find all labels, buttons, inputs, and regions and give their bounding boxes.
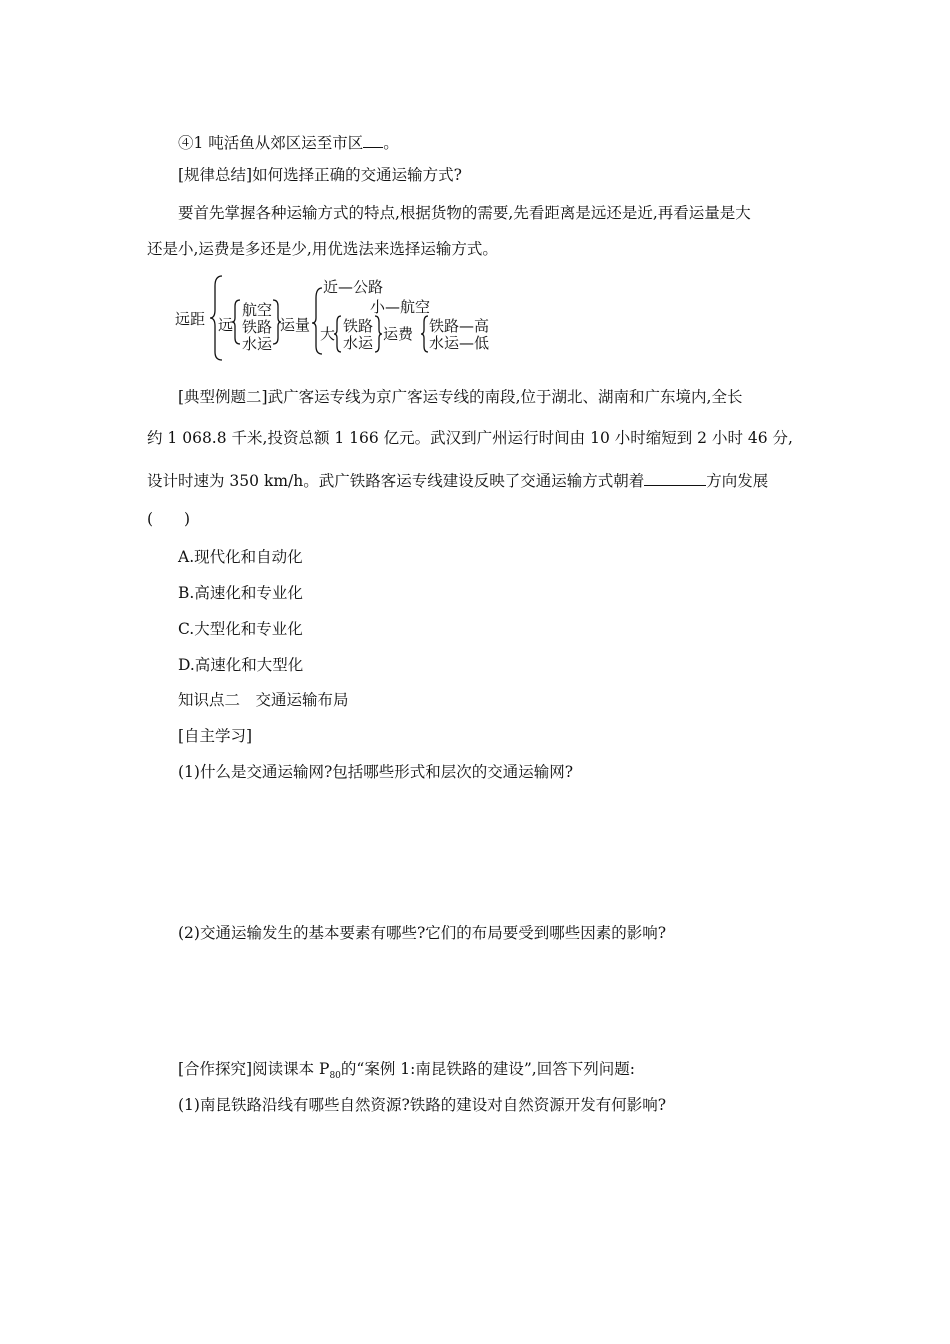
study-question-1: (1)什么是交通运输网?包括哪些形式和层次的交通运输网? (178, 763, 574, 781)
question-4-text: ④1 吨活鱼从郊区运至市区 (178, 134, 364, 152)
rule-summary (178, 165, 462, 185)
big-item-1: 铁路 (343, 317, 374, 335)
label-cost: 运费 (383, 325, 414, 343)
label-big: 大 (320, 325, 336, 343)
far-item-3: 水运 (242, 335, 273, 353)
example-line-3 (147, 469, 768, 491)
self-study-heading: [自主学习] (178, 727, 253, 745)
coop-text-b: 的“案例 1:南昆铁路的建设”,回答下列问题: (340, 1060, 635, 1078)
page-number-subscript: 80 (329, 1071, 341, 1081)
option-a[interactable]: A.现代化和自动化 (178, 548, 303, 566)
label-distance: 远距 (175, 310, 206, 328)
coop-text-a: [合作探究]阅读课本 P (178, 1060, 330, 1078)
inquiry-question-1: (1)南昆铁路沿线有哪些自然资源?铁路的建设对自然资源开发有何影响? (178, 1096, 667, 1114)
brace-cost (421, 316, 428, 352)
far-item-2: 铁路 (242, 318, 273, 336)
example-line-3-end: 方向发展 (706, 472, 769, 490)
paragraph-line-2: 还是小,运费是多还是少,用优选法来选择运输方式。 (147, 240, 498, 258)
small-air: 小—航空 (370, 298, 431, 316)
label-far: 远 (218, 316, 234, 334)
brace-big-right (375, 316, 382, 352)
rule-summary-text: 如何选择正确的交通运输方式? (252, 166, 462, 184)
knowledge-point-title: 知识点二 交通运输布局 (178, 691, 349, 709)
study-question-2: (2)交通运输发生的基本要素有哪些?它们的布局要受到哪些因素的影响? (178, 924, 667, 942)
far-item-1: 航空 (242, 301, 273, 319)
question-4-end: 。 (383, 134, 399, 152)
brace-volume (312, 288, 322, 354)
answer-blank[interactable] (644, 469, 706, 486)
paragraph-line-1: 要首先掌握各种运输方式的特点,根据货物的需要,先看距离是远还是近,再看运量是大 (178, 204, 751, 222)
big-item-2: 水运 (343, 334, 374, 352)
option-b[interactable]: B.高速化和专业化 (178, 584, 303, 602)
option-c[interactable]: C.大型化和专业化 (178, 620, 303, 638)
example-line-1: [典型例题二]武广客运专线为京广客运专线的南段,位于湖北、湖南和广东境内,全长 (178, 388, 743, 406)
example-line-3-text: 设计时速为 350 km/h。武广铁路客运专线建设反映了交通运输方式朝着 (147, 472, 645, 490)
example-line-2: 约 1 068.8 千米,投资总额 1 166 亿元。武汉到广州运行时间由 10 小时缩短到 2 小时 46 分, (147, 429, 793, 447)
question-4 (178, 131, 399, 153)
brace-far (232, 300, 240, 344)
cost-item-2: 水运—低 (429, 334, 490, 352)
brace-big (334, 316, 341, 352)
cooperative-inquiry (178, 1059, 635, 1082)
transport-selection-diagram (170, 272, 510, 364)
label-volume: 运量 (280, 316, 311, 334)
cost-item-1: 铁路—高 (429, 317, 490, 335)
answer-blank[interactable] (363, 131, 383, 148)
near-road: 近—公路 (323, 278, 384, 296)
option-d[interactable]: D.高速化和大型化 (178, 656, 304, 674)
rule-summary-tag: [规律总结] (178, 166, 253, 184)
answer-parentheses[interactable]: ( ) (147, 510, 191, 528)
